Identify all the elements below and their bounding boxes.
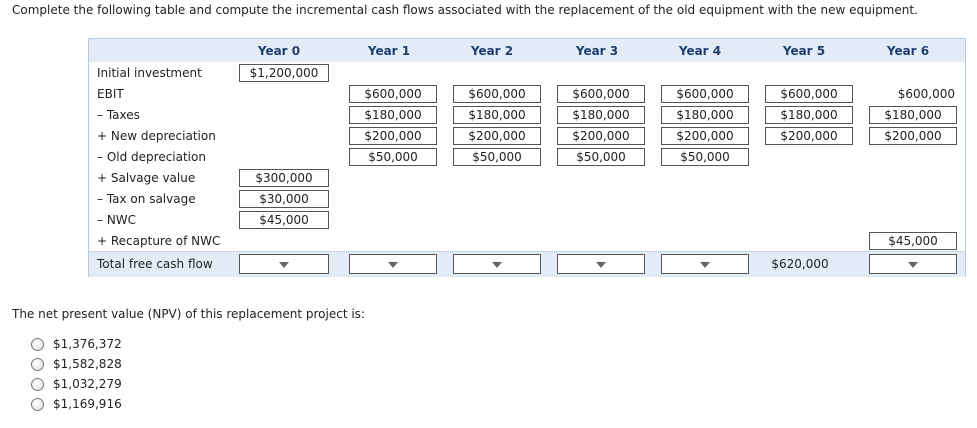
row-label-ebit: EBIT [97, 87, 124, 101]
header-year-1: Year 1 [367, 44, 411, 58]
cell-ebit-y2[interactable]: $600,000 [453, 85, 541, 103]
total-fcf-dropdown-y0[interactable] [239, 254, 329, 274]
row-label-old-depreciation: – Old depreciation [97, 150, 206, 164]
cell-new-depreciation-y3[interactable]: $200,000 [557, 127, 645, 145]
cell-taxes-y2[interactable]: $180,000 [453, 106, 541, 124]
npv-option-2[interactable] [31, 356, 122, 372]
npv-option-1-label: $1,376,372 [53, 337, 122, 351]
row-label-tax-on-salvage: – Tax on salvage [97, 192, 196, 206]
cell-new-depreciation-y4[interactable]: $200,000 [661, 127, 749, 145]
cell-initial-investment-y0[interactable]: $1,200,000 [239, 64, 329, 82]
cash-flow-table [88, 38, 966, 277]
npv-option-3-label: $1,032,279 [53, 377, 122, 391]
cell-old-depreciation-y2[interactable]: $50,000 [453, 148, 541, 166]
chevron-down-icon [492, 262, 502, 268]
cell-old-depreciation-y1[interactable]: $50,000 [349, 148, 437, 166]
cell-taxes-y5[interactable]: $180,000 [765, 106, 853, 124]
chevron-down-icon [279, 262, 289, 268]
cell-ebit-y5[interactable]: $600,000 [765, 85, 853, 103]
header-year-2: Year 2 [470, 44, 514, 58]
row-label-salvage-value: + Salvage value [97, 171, 196, 185]
header-year-4: Year 4 [678, 44, 722, 58]
total-fcf-dropdown-y2[interactable] [453, 254, 541, 274]
header-year-5: Year 5 [782, 44, 826, 58]
value-ebit-y6: $600,000 [897, 87, 955, 101]
cell-ebit-y4[interactable]: $600,000 [661, 85, 749, 103]
cell-new-depreciation-y1[interactable]: $200,000 [349, 127, 437, 145]
chevron-down-icon [388, 262, 398, 268]
header-year-6: Year 6 [886, 44, 930, 58]
row-label-initial-investment: Initial investment [97, 66, 202, 80]
cell-taxes-y6[interactable]: $180,000 [869, 106, 957, 124]
cell-recapture-nwc-y6[interactable]: $45,000 [869, 232, 957, 250]
cell-old-depreciation-y3[interactable]: $50,000 [557, 148, 645, 166]
instructions-text: Complete the following table and compute the incremental cash flows associated with the replacement of the old equipment with the new equipment. [12, 3, 918, 17]
radio-button[interactable] [31, 358, 44, 371]
chevron-down-icon [700, 262, 710, 268]
total-fcf-dropdown-y3[interactable] [557, 254, 645, 274]
total-fcf-dropdown-y6[interactable] [869, 254, 957, 274]
npv-option-4[interactable] [31, 396, 122, 412]
npv-option-4-label: $1,169,916 [53, 397, 122, 411]
cell-new-depreciation-y5[interactable]: $200,000 [765, 127, 853, 145]
cell-taxes-y3[interactable]: $180,000 [557, 106, 645, 124]
npv-option-2-label: $1,582,828 [53, 357, 122, 371]
cell-taxes-y4[interactable]: $180,000 [661, 106, 749, 124]
total-fcf-dropdown-y4[interactable] [661, 254, 749, 274]
cell-new-depreciation-y6[interactable]: $200,000 [869, 127, 957, 145]
row-label-total-fcf: Total free cash flow [97, 257, 213, 271]
npv-question: The net present value (NPV) of this replacement project is: [12, 307, 365, 321]
cell-ebit-y3[interactable]: $600,000 [557, 85, 645, 103]
cell-salvage-value-y0[interactable]: $300,000 [239, 169, 329, 187]
radio-button[interactable] [31, 378, 44, 391]
header-year-3: Year 3 [575, 44, 619, 58]
cell-old-depreciation-y4[interactable]: $50,000 [661, 148, 749, 166]
radio-button[interactable] [31, 338, 44, 351]
npv-option-3[interactable] [31, 376, 122, 392]
cell-tax-on-salvage-y0[interactable]: $30,000 [239, 190, 329, 208]
total-fcf-value-y5: $620,000 [771, 257, 829, 271]
cell-taxes-y1[interactable]: $180,000 [349, 106, 437, 124]
cell-new-depreciation-y2[interactable]: $200,000 [453, 127, 541, 145]
row-label-recapture-nwc: + Recapture of NWC [97, 234, 221, 248]
npv-option-1[interactable] [31, 336, 122, 352]
radio-button[interactable] [31, 398, 44, 411]
chevron-down-icon [908, 262, 918, 268]
cell-ebit-y1[interactable]: $600,000 [349, 85, 437, 103]
row-label-nwc: – NWC [97, 213, 137, 227]
chevron-down-icon [596, 262, 606, 268]
total-fcf-dropdown-y1[interactable] [349, 254, 437, 274]
row-label-taxes: – Taxes [97, 108, 140, 122]
header-year-0: Year 0 [257, 44, 301, 58]
cell-nwc-y0[interactable]: $45,000 [239, 211, 329, 229]
row-label-new-depreciation: + New depreciation [97, 129, 216, 143]
